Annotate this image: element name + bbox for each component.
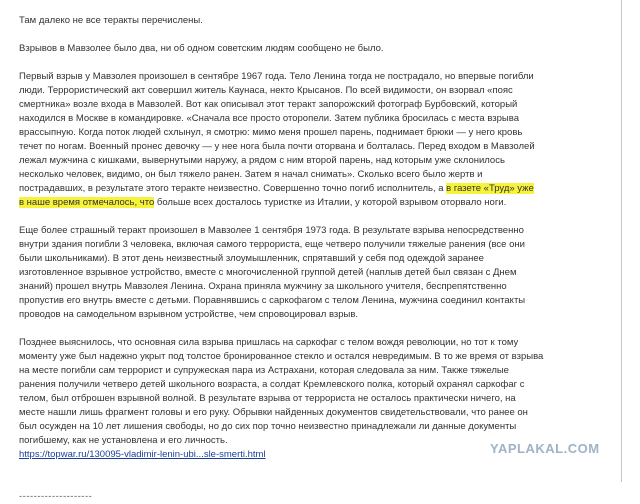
separator-line: -------------------- [19, 491, 93, 502]
p5-line: моменту уже был надежно укрыт под толстое бронированное стекло и остался невредимым. В то же время от взрыва [19, 351, 544, 362]
p3-line: врассыпную. Когда поток людей схлынул, я смотрю: мимо меня прошел парень, поднимает брюки — у него кровь [19, 127, 523, 138]
highlighted-text: в наше время отмечалось, что [19, 197, 155, 208]
source-link[interactable]: https://topwar.ru/130095-vladimir-lenin-ubi...sle-smerti.html [19, 449, 266, 460]
p4-line: знаний) прошел внутрь Мавзолея Ленина. Охрана приняла мужчину за школьного учителя, беспрепятственно [19, 281, 507, 292]
p5-line: на месте погибли сам террорист и супружеская пара из Астрахани, которая следовала за ним. Также тяжелые [19, 365, 509, 376]
watermark-logo: YAPLAKAL.COM [490, 441, 600, 456]
p3-line-text: больше всех досталось туристке из Италии, у которой взрывом оторвало ноги. [154, 197, 507, 208]
highlighted-text: в газете «Труд» уже [446, 183, 534, 194]
p4-line: пропустив его внутрь вместе с детьми. Поравнявшись с саркофагом с телом Ленина, мужчина соединил контакты [19, 295, 526, 306]
paragraph-5 [19, 336, 619, 448]
p5-line: погибшему, как не установлена и его личность. [19, 435, 228, 446]
p3-line: лежал мужчина с кишками, вывернутыми наружу, а рядом с ним второй парень, над которым уже склонилось [19, 155, 505, 166]
paragraph-4 [19, 224, 619, 322]
p3-line: люди. Террористический акт совершил житель Каунаса, некто Крысанов. По всей видимости, он взорвал «пояс [19, 85, 513, 96]
p3-line: находился в Москве в командировке. «Сначала все просто оторопели. Затем публика бросилась с места взрыва [19, 113, 519, 124]
p4-line: изготовленное взрывное устройство, вместе с многочисленной группой детей (наплыв детей был связан с Днем [19, 267, 517, 278]
p4-line: Еще более страшный теракт произошел в Мавзолее 1 сентября 1973 года. В результате взрыва непосредственно [19, 225, 524, 236]
p5-line: был осужден на 10 лет лишения свободы, но до сих пор точно неизвестно принадлежали ли данные документы [19, 421, 517, 432]
p3-line: несколько человек, видимо, он был тяжело ранен. Затем я начал снимать». Сколько всего было жертв и [19, 169, 483, 180]
paragraph-2: Взрывов в Мавзолее было два, ни об одном советским людям сообщено не было. [19, 43, 384, 54]
p3-line [19, 196, 619, 210]
p3-line: Первый взрыв у Мавзолея произошел в сентябре 1967 года. Тело Ленина тогда не пострадало, но впервые погибли [19, 71, 534, 82]
p4-line: были школьниками). В этот день неизвестный злоумышленник, спрятавший у себя под одеждой заранее [19, 253, 484, 264]
p5-line: телом, был отброшен взрывной волной. В результате взрыва от террориста не осталось практически ничего, на [19, 393, 516, 404]
p4-line: проводов на самодельном взрывном устройстве, чем спровоцировал взрыв. [19, 309, 359, 320]
p4-line: внутри здания погибли 3 человека, включая самого террориста, еще четверо получили тяжелые ранения (все они [19, 239, 525, 250]
p3-line: течет по ногам. Военный пронес девочку — у нее нога была почти оторвана и болталась. Перед входом в Мавзолей [19, 141, 535, 152]
post-body [19, 14, 619, 504]
p3-line [19, 182, 619, 196]
p3-line: смертника» возле входа в Мавзолей. Вот как описывал этот теракт запорожский фотограф Бурбовский, который [19, 99, 518, 110]
p5-line: Позднее выяснилось, что основная сила взрыва пришлась на саркофаг с телом вождя революции, но тот к тому [19, 337, 519, 348]
paragraph-3 [19, 70, 619, 210]
p5-line: ранения получили четверо детей школьного возраста, а солдат Кремлевского полка, который охранял саркофаг с [19, 379, 525, 390]
p5-line: месте нашли лишь фрагмент головы и его руку. Обрывки найденных документов свидетельствовали, что ранее он [19, 407, 528, 418]
column-divider [621, 0, 622, 482]
paragraph-1: Там далеко не все теракты перечислены. [19, 15, 203, 26]
p3-line-text: пострадавших, в результате этого теракте неизвестно. Совершенно точно погиб исполнитель, а [19, 183, 444, 194]
